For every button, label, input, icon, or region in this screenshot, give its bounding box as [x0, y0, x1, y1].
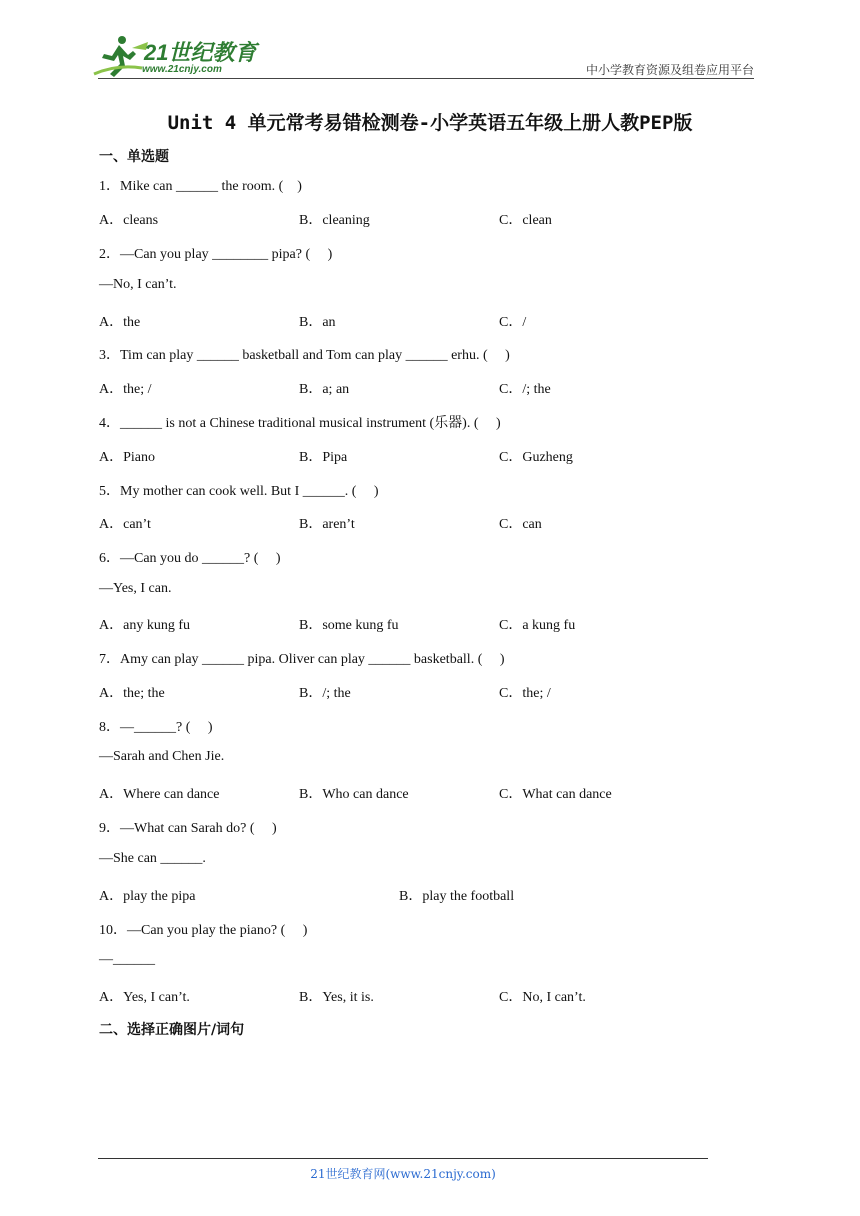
option-c: C．/ — [499, 315, 527, 330]
question-answer-line: —______ — [99, 952, 155, 967]
option-b: B．play the football — [399, 889, 515, 904]
question-stem: 6．—Can you do ______? ( ) — [99, 551, 281, 566]
question-answer-line: —Sarah and Chen Jie. — [99, 749, 225, 764]
option-b: B．Yes, it is. — [299, 990, 374, 1005]
section-heading-single-choice: 一、单选题 — [99, 149, 169, 165]
question-stem: 8．—______? ( ) — [99, 720, 213, 735]
option-b: B．/; the — [299, 686, 351, 701]
option-c: C．What can dance — [499, 787, 612, 802]
option-c: C．Guzheng — [499, 450, 573, 465]
page-header — [0, 0, 860, 90]
option-c: C．No, I can’t. — [499, 990, 586, 1005]
footer-divider — [98, 1158, 708, 1159]
platform-slogan: 中小学教育资源及组卷应用平台 — [585, 63, 754, 77]
option-a: A．any kung fu — [99, 618, 190, 633]
option-a: A．can’t — [99, 517, 151, 532]
question-answer-line: —Yes, I can. — [99, 581, 172, 596]
question-stem: 7．Amy can play ______ pipa. Oliver can play ______ basketball. ( ) — [99, 652, 505, 667]
option-b: B．cleaning — [299, 213, 370, 228]
header-divider — [98, 78, 754, 79]
option-a: A．cleans — [99, 213, 159, 228]
option-a: A．the; / — [99, 382, 152, 397]
logo-url: www.21cnjy.com — [142, 64, 222, 75]
option-b: B．some kung fu — [299, 618, 399, 633]
question-stem: 9．—What can Sarah do? ( ) — [99, 821, 277, 836]
option-c: C．clean — [499, 213, 552, 228]
logo-text: 21世纪教育 — [144, 40, 257, 65]
option-a: A．Yes, I can’t. — [99, 990, 190, 1005]
question-stem: 10．—Can you play the piano? ( ) — [99, 923, 308, 938]
question-stem: 2．—Can you play ________ pipa? ( ) — [99, 247, 333, 262]
option-a: A．Where can dance — [99, 787, 220, 802]
question-answer-line: —No, I can’t. — [99, 277, 177, 292]
option-a: A．the — [99, 315, 141, 330]
option-b: B．aren’t — [299, 517, 355, 532]
question-stem: 1．Mike can ______ the room. ( ) — [99, 179, 302, 194]
site-logo — [92, 34, 262, 80]
page-title: Unit 4 单元常考易错检测卷-小学英语五年级上册人教PEP版 — [167, 112, 693, 134]
footer-site-link[interactable]: 21世纪教育网(www.21cnjy.com) — [310, 1167, 496, 1181]
question-stem: 3．Tim can play ______ basketball and Tom can play ______ erhu. ( ) — [99, 348, 510, 363]
option-a: A．Piano — [99, 450, 155, 465]
option-b: B．Pipa — [299, 450, 348, 465]
option-c: C．/; the — [499, 382, 551, 397]
option-c: C．a kung fu — [499, 618, 576, 633]
question-stem: 5．My mother can cook well. But I ______. ( ) — [99, 484, 379, 499]
option-b: B．Who can dance — [299, 787, 409, 802]
option-a: A．the; the — [99, 686, 165, 701]
option-a: A．play the pipa — [99, 889, 196, 904]
section-heading-choose-picture: 二、选择正确图片/词句 — [99, 1022, 245, 1038]
question-stem: 4．______ is not a Chinese traditional musical instrument (乐器). ( ) — [99, 416, 501, 431]
option-c: C．the; / — [499, 686, 551, 701]
option-b: B．a; an — [299, 382, 350, 397]
option-b: B．an — [299, 315, 336, 330]
question-answer-line: —She can ______. — [99, 851, 206, 866]
option-c: C．can — [499, 517, 542, 532]
